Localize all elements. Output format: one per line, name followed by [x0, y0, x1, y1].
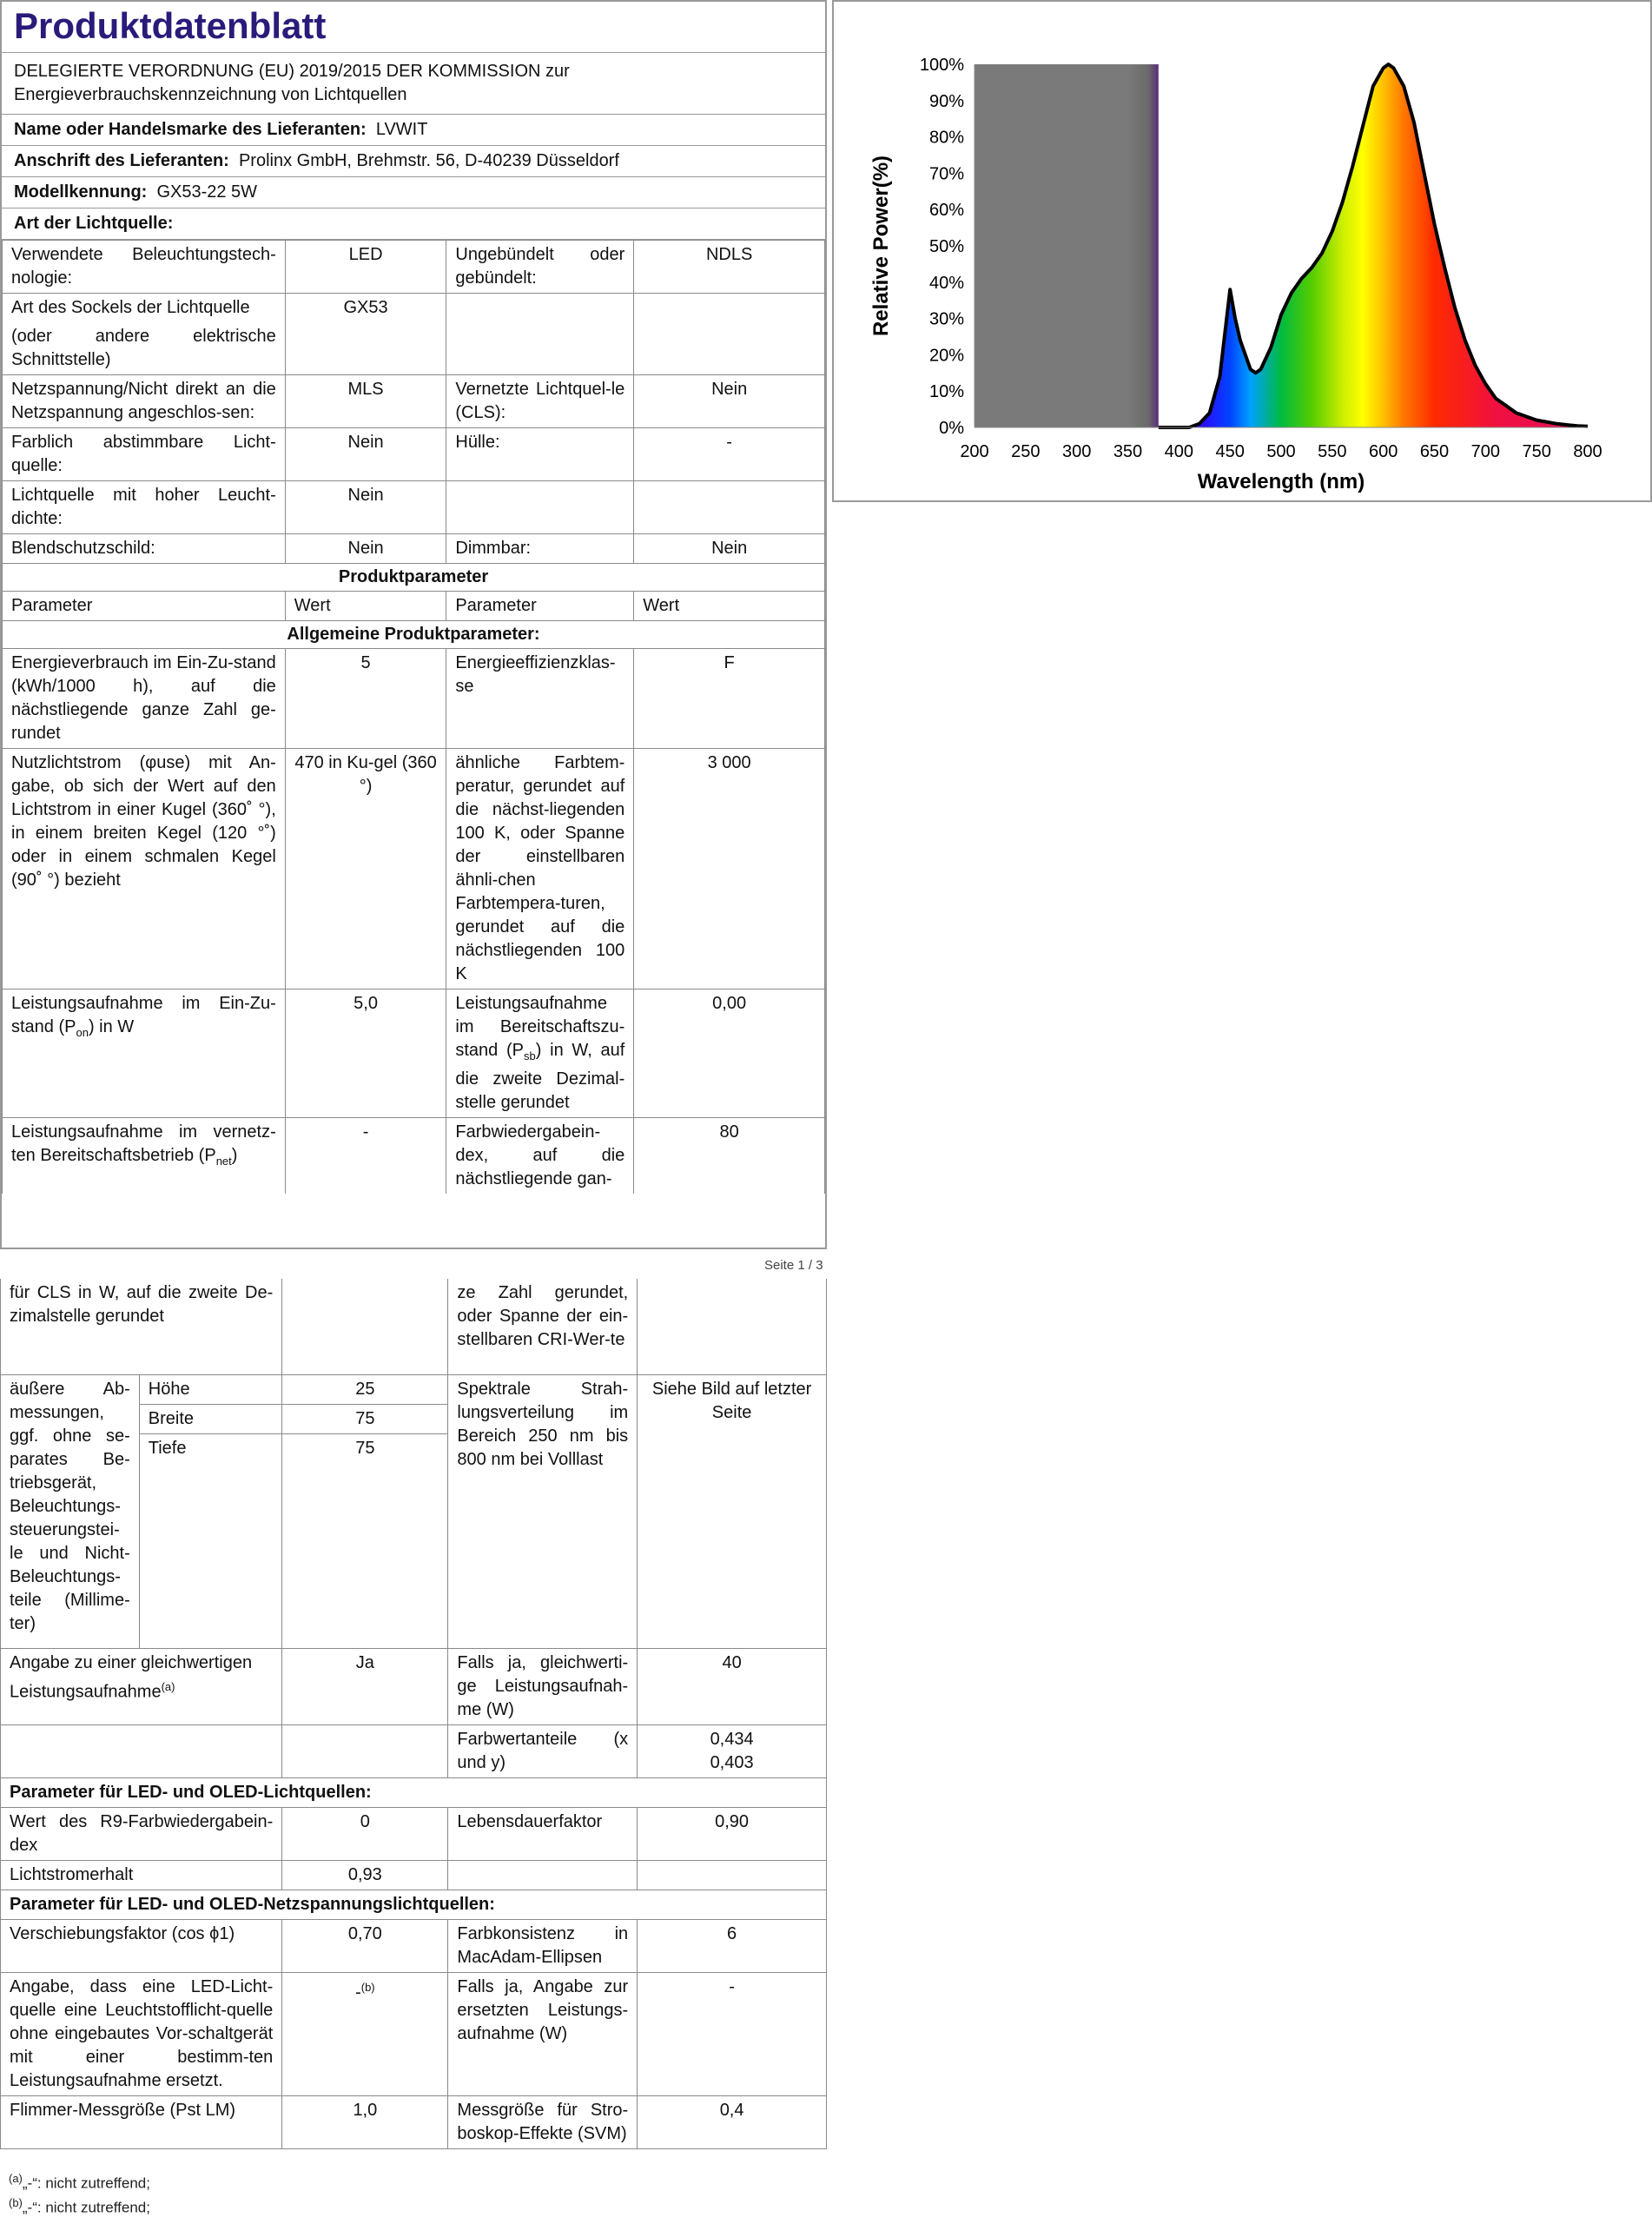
param-value: [638, 1279, 827, 1375]
label-text: ): [231, 1146, 238, 1165]
table-row: [3, 241, 825, 294]
x-axis-label: Wavelength (nm): [1197, 470, 1365, 493]
param-label: Vernetzte Lichtquel-le (CLS):: [446, 375, 634, 428]
param-label: Hülle:: [446, 428, 634, 481]
supplier-label: Name oder Handelsmarke des Lieferanten:: [14, 120, 367, 139]
param-value: -: [634, 428, 825, 481]
section-heading: [3, 564, 825, 592]
supplier-value: LVWIT: [375, 120, 428, 139]
footnote-mark: (a): [9, 2172, 23, 2185]
param-label: [3, 990, 286, 1118]
x-tick-label: 700: [1470, 442, 1501, 461]
param-value: [638, 1861, 827, 1890]
section-heading: [1, 1890, 827, 1920]
param-value: Nein: [634, 534, 825, 564]
y-tick-label: 70%: [928, 164, 964, 184]
mains-params-heading: Parameter für LED- und OLED-Netzspannungslichtquellen:: [1, 1890, 827, 1920]
dimension-name: Höhe: [139, 1375, 282, 1405]
table-row: [1, 2096, 827, 2149]
model-label: Modellkennung:: [14, 182, 148, 202]
param-label: Verschiebungsfaktor (cos ϕ1): [1, 1920, 282, 1973]
col-header-param: Parameter: [446, 592, 634, 621]
datasheet-page-2: [0, 1279, 827, 2174]
footnote-b: [9, 2196, 150, 2217]
param-label: Energieeffizienzklas-se: [446, 649, 634, 749]
x-tick-label: 500: [1266, 442, 1296, 461]
x-tick-labels: [960, 442, 1602, 461]
y-tick-label: 20%: [928, 346, 964, 366]
label-text: Angabe zu einer gleichwertigen Leistungsaufnahme: [10, 1653, 253, 1702]
param-label: für CLS in W, auf die zweite De-zimalstelle gerundet: [1, 1279, 282, 1375]
param-label: Dimmbar:: [446, 534, 634, 564]
x-tick-label: 300: [1061, 442, 1092, 461]
table-header-row: [3, 592, 825, 621]
label-text: ) in W: [88, 1017, 135, 1036]
address-row: [2, 146, 825, 177]
param-label: Energieverbrauch im Ein-Zu-stand (kWh/1000 h), auf die nächstliegende ganze Zahl ge-rundet: [3, 649, 286, 749]
param-value: [634, 481, 825, 534]
x-tick-label: 650: [1419, 442, 1450, 461]
param-label: Verwendete Beleuchtungstech-nologie:: [3, 241, 286, 294]
param-value: 1,0: [282, 2096, 448, 2149]
y-tick-label: 0%: [939, 419, 964, 438]
footnote-text: „-“: nicht zutreffend;: [22, 2174, 150, 2192]
param-value: Nein: [634, 375, 825, 428]
address-value: Prolinx GmbH, Brehmstr. 56, D-40239 Düsseldorf: [238, 151, 619, 170]
label-subscript: on: [76, 1026, 89, 1039]
label-text: ) in W, auf die zweite Dezimal-stelle gerundet: [455, 1041, 625, 1112]
model-row: [2, 177, 825, 208]
param-label: Ungebündelt oder gebündelt:: [446, 241, 634, 294]
param-label: Lichtstromerhalt: [1, 1861, 282, 1890]
params-table-continued: [0, 1279, 827, 2149]
dimension-name: Breite: [139, 1405, 282, 1434]
param-label: [446, 990, 634, 1118]
param-value: 470 in Ku-gel (360 °): [285, 749, 446, 990]
param-label: Netzspannung/Nicht direkt an die Netzspannung angeschlos-sen:: [3, 375, 286, 428]
product-params-heading: Produktparameter: [3, 564, 825, 592]
param-value: Nein: [285, 481, 446, 534]
param-value: 5: [285, 649, 446, 749]
param-label: Angabe, dass eine LED-Licht-quelle eine Leuchtstofflicht-quelle ohne eingebautes Vor-schaltgerät mit einer bestimm-ten Leistungsaufnahme ersetzt.: [1, 1973, 282, 2096]
param-label: Falls ja, gleichwerti-ge Leistungsaufnah-me (W): [448, 1649, 638, 1725]
table-row: [1, 1973, 827, 2096]
param-label: [3, 1118, 286, 1195]
footnote-text: „-“: nicht zutreffend;: [22, 2199, 150, 2216]
table-row: [3, 375, 825, 428]
table-row: [1, 1649, 827, 1725]
param-value: MLS: [285, 375, 446, 428]
section-heading: [1, 1778, 827, 1808]
label-subscript: net: [215, 1155, 232, 1168]
param-label: Farbkonsistenz in MacAdam-Ellipsen: [448, 1920, 638, 1973]
param-value: 0,4: [638, 2096, 827, 2149]
table-row: [1, 1920, 827, 1973]
table-row: [3, 481, 825, 534]
param-label: [3, 294, 286, 375]
param-value: GX53: [285, 294, 446, 375]
param-label-line: (oder andere elektrische Schnittstelle): [11, 327, 276, 369]
supplier-row: [2, 115, 825, 146]
param-value: 40: [638, 1649, 827, 1725]
param-value: -: [285, 1118, 446, 1195]
param-label: Wert des R9-Farbwiedergabein-dex: [1, 1808, 282, 1861]
param-label: Spektrale Strah-lungsverteilung im Bereich 250 nm bis 800 nm bei Volllast: [448, 1375, 638, 1649]
param-label: Flimmer-Messgröße (Pst LM): [1, 2096, 282, 2149]
param-value: [282, 1725, 448, 1778]
param-label: Falls ja, Angabe zur ersetzten Leistungs-aufnahme (W): [448, 1973, 638, 2096]
param-value: [282, 1973, 448, 2096]
param-value: LED: [285, 241, 446, 294]
led-params-heading: Parameter für LED- und OLED-Lichtquellen:: [1, 1778, 827, 1808]
table-row: [3, 649, 825, 749]
x-tick-label: 350: [1113, 442, 1143, 461]
x-tick-label: 600: [1368, 442, 1398, 461]
param-label: Messgröße für Stro-boskop-Effekte (SVM): [448, 2096, 638, 2149]
param-label: [446, 294, 634, 375]
footnote-a: [9, 2172, 150, 2193]
param-value: NDLS: [634, 241, 825, 294]
dimensions-label: äußere Ab-messungen, ggf. ohne se-parates Be-triebsgerät, Beleuchtungs-steuerungstei-le und Nicht-Beleuchtungs-teile (Millime-ter): [1, 1375, 140, 1649]
y-tick-label: 100%: [919, 56, 964, 75]
table-row: [1, 1808, 827, 1861]
dimension-value: 25: [282, 1375, 448, 1405]
param-label-line: Art des Sockels der Lichtquelle: [11, 298, 250, 317]
param-value: Nein: [285, 534, 446, 564]
y-tick-label: 30%: [928, 309, 964, 329]
param-value: [634, 294, 825, 375]
param-label: [448, 1861, 638, 1890]
param-value: 0: [282, 1808, 448, 1861]
value-text: -: [355, 1982, 361, 2002]
footnote-mark: (a): [161, 1680, 175, 1693]
x-tick-label: 400: [1164, 442, 1194, 461]
param-value: 5,0: [285, 990, 446, 1118]
x-tick-label: 800: [1573, 442, 1602, 461]
dimension-name: Tiefe: [139, 1434, 282, 1649]
param-value: 0,90: [638, 1808, 827, 1861]
y-tick-label: 60%: [928, 201, 964, 221]
model-value: GX53-22 5W: [156, 182, 258, 202]
param-value: 6: [638, 1920, 827, 1973]
param-label: Lichtquelle mit hoher Leucht-dichte:: [3, 481, 286, 534]
type-heading: Art der Lichtquelle:: [2, 208, 825, 240]
table-row: [1, 1279, 827, 1375]
table-row: [1, 1375, 827, 1405]
x-tick-label: 200: [960, 442, 989, 461]
y-tick-labels: [920, 56, 964, 438]
table-row: [3, 990, 825, 1118]
param-value: [282, 1279, 448, 1375]
param-label: Blendschutzschild:: [3, 534, 286, 564]
param-value: Ja: [282, 1649, 448, 1725]
label-text: Leistungsaufnahme im Ein-Zu-stand (P: [11, 994, 276, 1036]
param-value: -: [638, 1973, 827, 2096]
table-row: [3, 294, 825, 375]
param-label: Farbwertanteile (x und y): [448, 1725, 638, 1778]
footnote-mark: (b): [9, 2196, 23, 2209]
param-value: Siehe Bild auf letzter Seite: [638, 1375, 827, 1649]
param-value: 0,00: [634, 990, 825, 1118]
page-number: Seite 1 / 3: [764, 1258, 823, 1273]
x-tick-label: 550: [1318, 442, 1347, 461]
table-row: [3, 428, 825, 481]
footnote-mark: (b): [360, 1981, 375, 1994]
col-header-param: Parameter: [3, 592, 286, 621]
param-value: 3 000: [634, 749, 825, 990]
regulation-text: DELEGIERTE VERORDNUNG (EU) 2019/2015 DER KOMMISSION zur Energieverbrauchskennzeichnung von Lichtquellen: [2, 53, 825, 115]
col-header-value: Wert: [285, 592, 446, 621]
col-header-value: Wert: [634, 592, 825, 621]
param-label: [1, 1649, 282, 1725]
page-title: Produktdatenblatt: [2, 2, 825, 53]
y-tick-label: 90%: [928, 91, 964, 111]
param-value: 80: [634, 1118, 825, 1195]
param-label: ze Zahl gerundet, oder Spanne der ein-stellbaren CRI-Wer-te: [448, 1279, 638, 1375]
general-params-heading: Allgemeine Produktparameter:: [3, 621, 825, 649]
y-tick-label: 40%: [928, 273, 964, 293]
table-row: [3, 1118, 825, 1195]
label-text: Leistungsaufnahme im Bereitschaftszu-stand (P: [455, 994, 625, 1060]
chroma-x: 0,434: [710, 1730, 754, 1749]
table-row: [3, 749, 825, 990]
type-table: [2, 240, 825, 1194]
param-label: Nutzlichtstrom (φuse) mit An-gabe, ob sich der Wert auf den Lichtstrom in einer Kugel (360˚ °), in einem breiten Kegel (120 °˚) oder in einem schmalen Kegel (90˚ °) bezieht: [3, 749, 286, 990]
dimension-value: 75: [282, 1434, 448, 1649]
dimension-value: 75: [282, 1405, 448, 1434]
x-tick-label: 250: [1011, 442, 1041, 461]
param-label: Farbwiedergabein-dex, auf die nächstliegende gan-: [446, 1118, 634, 1195]
x-tick-label: 750: [1522, 442, 1551, 461]
y-axis-label: Relative Power(%): [869, 155, 893, 337]
param-label: [446, 481, 634, 534]
param-label: ähnliche Farbtem-peratur, gerundet auf die nächst-liegenden 100 K, oder Spanne der einstellbaren ähnli-chen Farbtempera-turen, gerundet auf die nächstliegenden 100 K: [446, 749, 634, 990]
param-value: Nein: [285, 428, 446, 481]
y-tick-label: 50%: [928, 237, 964, 256]
param-value: [638, 1725, 827, 1778]
label-text: Leistungsaufnahme im vernetz-ten Bereitschaftsbetrieb (P: [11, 1122, 276, 1165]
param-value: 0,93: [282, 1861, 448, 1890]
param-value: F: [634, 649, 825, 749]
param-label: Farblich abstimmbare Licht-quelle:: [3, 428, 286, 481]
section-heading: [3, 621, 825, 649]
param-value: 0,70: [282, 1920, 448, 1973]
table-row: [1, 1861, 827, 1890]
y-tick-label: 10%: [928, 382, 964, 402]
x-tick-label: 450: [1215, 442, 1245, 461]
datasheet-page-1: [0, 0, 827, 1249]
param-label: [1, 1725, 282, 1778]
table-row: [3, 534, 825, 564]
y-tick-label: 80%: [928, 128, 964, 148]
spectrum-chart-svg: [834, 2, 1650, 500]
param-label: Lebensdauerfaktor: [448, 1808, 638, 1861]
spectrum-chart: [832, 0, 1652, 502]
address-label: Anschrift des Lieferanten:: [14, 151, 229, 170]
chroma-y: 0,403: [710, 1753, 754, 1772]
label-subscript: sb: [524, 1049, 536, 1062]
table-row: [1, 1725, 827, 1778]
